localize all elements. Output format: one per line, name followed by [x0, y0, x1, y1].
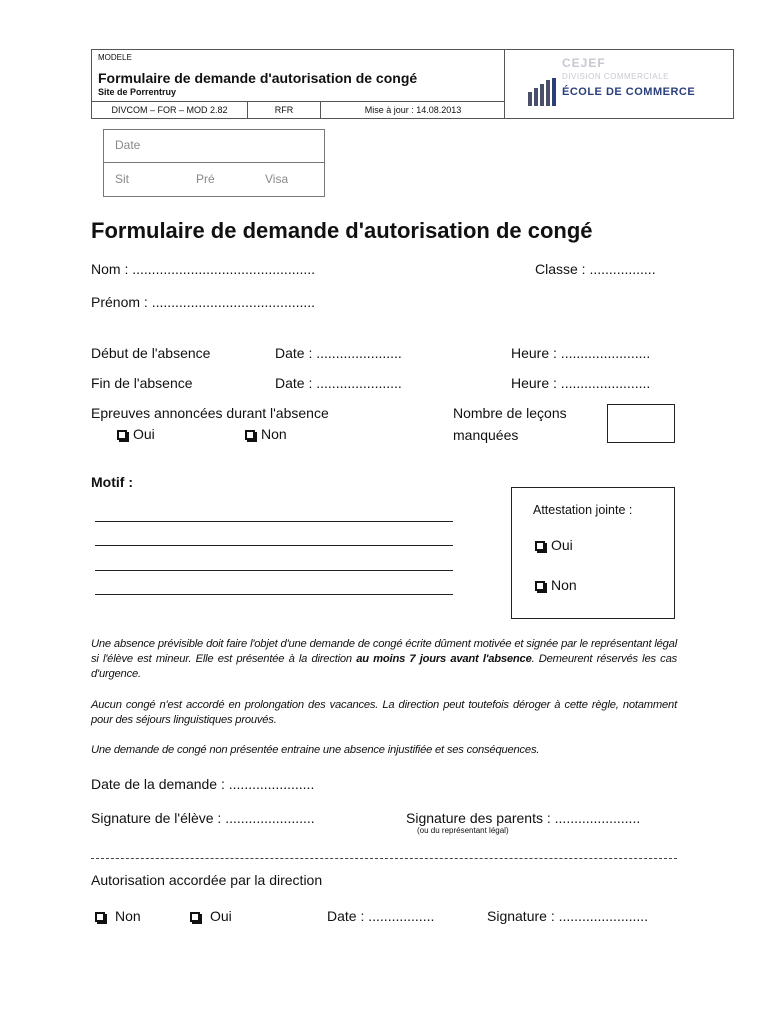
office-use-box [103, 129, 325, 197]
document-header [91, 49, 734, 119]
motif-line-3[interactable] [95, 570, 453, 571]
attestation-non-label: Non [551, 577, 577, 593]
motif-line-4[interactable] [95, 594, 453, 595]
nom-field[interactable]: Nom : ............................................... [91, 261, 316, 277]
epreuves-label: Epreuves annoncées durant l'absence [91, 405, 329, 421]
attestation-label: Attestation jointe : [533, 503, 633, 517]
note-paragraph-3: Une demande de congé non présentée entraine une absence injustifiée et ses conséquences. [91, 744, 540, 756]
classe-field[interactable]: Classe : ................. [535, 261, 656, 277]
checkbox-icon[interactable] [117, 430, 127, 440]
attestation-non-option[interactable] [535, 577, 577, 593]
reference-code: DIVCOM – FOR – MOD 2.82 [92, 102, 248, 118]
office-date-label: Date [115, 138, 141, 152]
lecons-label-1: Nombre de leçons [453, 405, 567, 421]
update-date: Mise à jour : 14.08.2013 [364, 105, 462, 115]
direction-oui-option[interactable] [190, 908, 232, 924]
fin-heure-field[interactable]: Heure : ....................... [511, 375, 651, 391]
office-box-divider [104, 162, 324, 163]
checkbox-icon[interactable] [535, 541, 545, 551]
header-left-panel [92, 50, 505, 118]
header-title: Formulaire de demande d'autorisation de congé [98, 70, 418, 86]
motif-line-2[interactable] [95, 545, 453, 546]
lecons-count-input[interactable] [607, 404, 675, 443]
logo-division: DIVISION COMMERCIALE [562, 72, 669, 81]
note-1-bold: au moins 7 jours avant l'absence [356, 653, 532, 665]
attestation-oui-label: Oui [551, 537, 573, 553]
date-demande-field[interactable]: Date de la demande : ...................... [91, 776, 315, 792]
direction-date-field[interactable]: Date : ................. [327, 908, 435, 924]
logo-ecole: ÉCOLE DE COMMERCE [562, 86, 696, 98]
fin-date-field[interactable]: Date : ...................... [275, 375, 402, 391]
fin-label: Fin de l'absence [91, 375, 193, 391]
motif-line-1[interactable] [95, 521, 453, 522]
prenom-field[interactable]: Prénom : .......................................... [91, 294, 316, 310]
checkbox-icon[interactable] [95, 912, 105, 922]
office-visa-label: Visa [265, 172, 289, 186]
epreuves-oui-option[interactable] [117, 426, 155, 442]
debut-heure-field[interactable]: Heure : ....................... [511, 345, 651, 361]
motif-label: Motif : [91, 474, 133, 490]
checkbox-icon[interactable] [245, 430, 255, 440]
direction-non-label: Non [115, 908, 141, 924]
checkbox-icon[interactable] [535, 581, 545, 591]
attestation-oui-option[interactable] [535, 537, 573, 553]
school-logo [528, 56, 728, 112]
representant-note: (ou du représentant légal) [417, 826, 509, 835]
modele-label: MODELE [98, 53, 132, 62]
direction-non-option[interactable] [95, 908, 141, 924]
cut-line [91, 858, 677, 859]
office-sit-label: Sit [115, 172, 130, 186]
direction-signature-field[interactable]: Signature : ....................... [487, 908, 649, 924]
direction-label: Autorisation accordée par la direction [91, 872, 323, 888]
debut-label: Début de l'absence [91, 345, 211, 361]
signature-parents-field[interactable]: Signature des parents : ...................... [406, 810, 641, 826]
note-paragraph-2: Aucun congé n'est accordé en prolongation des vacances. La direction peut toutefois déroger à cette règle, notamment pour des séjours linguistiques prouvés. [91, 699, 677, 726]
epreuves-non-option[interactable] [245, 426, 287, 442]
epreuves-oui-label: Oui [133, 426, 155, 442]
rfr-label: RFR [248, 102, 321, 118]
note-paragraph-1 [91, 637, 677, 682]
form-title: Formulaire de demande d'autorisation de congé [91, 218, 593, 243]
lecons-label-2: manquées [453, 427, 519, 443]
logo-bars-icon [528, 78, 558, 106]
debut-date-field[interactable]: Date : ...................... [275, 345, 402, 361]
header-site: Site de Porrentruy [98, 87, 177, 97]
epreuves-non-label: Non [261, 426, 287, 442]
header-reference-row [92, 101, 505, 118]
office-pre-label: Pré [196, 172, 215, 186]
checkbox-icon[interactable] [190, 912, 200, 922]
logo-cejef: CEJEF [562, 56, 606, 70]
note-1-text: Une absence prévisible doit faire l'objet d'une demande de congé écrite dûment motivée et signée par le représentant légal si l'élève est mineur. Elle est présentée à la direction [91, 638, 677, 665]
note-1-end: . Demeurent réservés les cas d'urgence. [91, 653, 677, 680]
attestation-box [511, 487, 675, 619]
signature-eleve-field[interactable]: Signature de l'élève : ....................... [91, 810, 315, 826]
direction-oui-label: Oui [210, 908, 232, 924]
